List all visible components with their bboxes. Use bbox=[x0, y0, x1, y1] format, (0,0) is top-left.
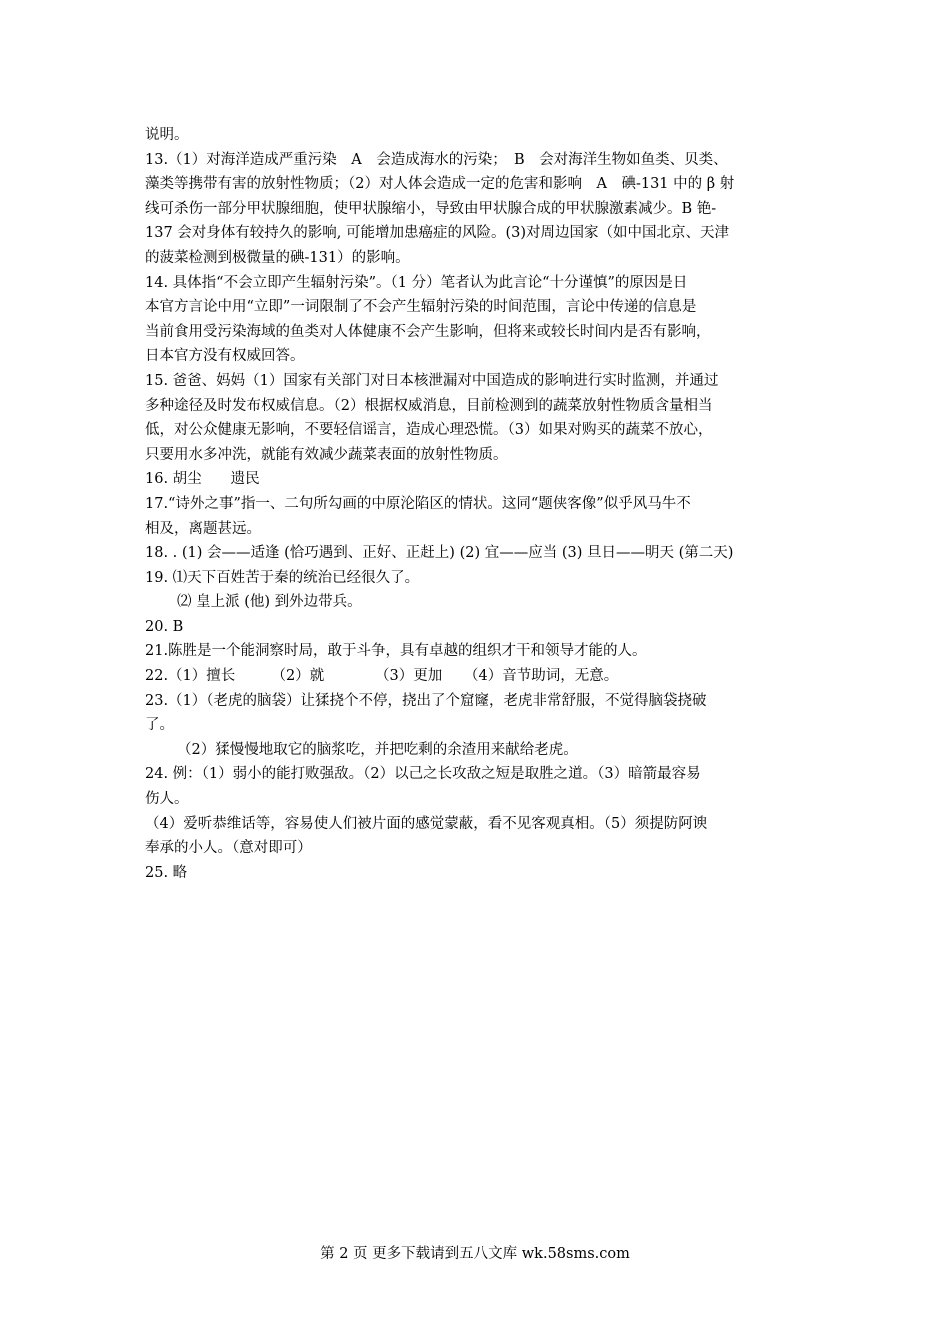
text-line: 低，对公众健康无影响，不要轻信谣言，造成心理恐慌。（3）如果对购买的蔬菜不放心， bbox=[145, 422, 713, 439]
text-line: 多种途径及时发布权威信息。（2）根据权威消息，目前检测到的蔬菜放射性物质含量相当 bbox=[145, 397, 713, 414]
text-line: 24. 例：（1）弱小的能打败强敌。（2）以己之长攻敌之短是取胜之道。（3）暗箭最容易 bbox=[145, 766, 701, 783]
text-line: 17.“诗外之事”指一、二句所勾画的中原沦陷区的情状。这同“题侠客像”似乎风马牛不 bbox=[145, 495, 691, 512]
text-line: 19. ⑴天下百姓苦于秦的统治已经很久了。 bbox=[145, 569, 420, 586]
text-line: 只要用水多冲洗，就能有效减少蔬菜表面的放射性物质。 bbox=[145, 446, 508, 463]
page-footer: 第 2 页 更多下载请到五八文库 wk.58sms.com bbox=[320, 1246, 630, 1262]
text-line: （2）猱慢慢地取它的脑浆吃，并把吃剩的余渣用来献给老虎。 bbox=[177, 741, 578, 758]
text-line: 了。 bbox=[145, 717, 174, 734]
text-line: 藻类等携带有害的放射性物质；（2）对人体会造成一定的危害和影响 A 碘-131 中的 β 射 bbox=[145, 176, 735, 193]
text-line: 13.（1）对海洋造成严重污染 A 会造成海水的污染； B 会对海洋生物如鱼类、贝类、 bbox=[145, 151, 728, 168]
text-line: 15. 爸爸、妈妈（1）国家有关部门对日本核泄漏对中国造成的影响进行实时监测，并通过 bbox=[145, 372, 719, 389]
text-line: 22.（1）擅长 （2）就 （3）更加 （4）音节助词，无意。 bbox=[145, 668, 619, 685]
text-line: 日本官方没有权威回答。 bbox=[145, 348, 305, 365]
text-line: 线可杀伤一部分甲状腺细胞，使甲状腺缩小，导致由甲状腺合成的甲状腺激素减少。B 铯- bbox=[145, 200, 717, 217]
text-line: 伤人。 bbox=[145, 791, 189, 808]
text-line: ⑵ 皇上派 (他) 到外边带兵。 bbox=[177, 594, 362, 611]
text-line: 本官方言论中用“立即”一词限制了不会产生辐射污染的时间范围，言论中传递的信息是 bbox=[145, 299, 697, 316]
text-line: 25. 略 bbox=[145, 864, 188, 881]
text-line: 相及，离题甚远。 bbox=[145, 520, 261, 537]
text-line: 20. B bbox=[145, 618, 184, 635]
text-line: 21.陈胜是一个能洞察时局，敢于斗争，具有卓越的组织才干和领导才能的人。 bbox=[145, 643, 647, 660]
text-line: 当前食用受污染海域的鱼类对人体健康不会产生影响，但将来或较长时间内是否有影响， bbox=[145, 323, 711, 340]
text-line: 14. 具体指“不会立即产生辐射污染”。（1 分）笔者认为此言论“十分谨慎”的原因是日 bbox=[145, 274, 688, 291]
answer-text-body bbox=[145, 123, 815, 885]
text-line: 23.（1）（老虎的脑袋）让猱挠个不停，挠出了个窟窿，老虎非常舒服，不觉得脑袋挠破 bbox=[145, 692, 707, 709]
text-line: 16. 胡尘 遗民 bbox=[145, 471, 260, 488]
text-line: 18. . (1) 会——适逢 (恰巧遇到、正好、正赶上) (2) 宜——应当 (3) 旦日——明天 (第二天) bbox=[145, 545, 734, 562]
text-line: 说明。 bbox=[145, 127, 189, 143]
text-line: （4）爱听恭维话等，容易使人们被片面的感觉蒙蔽，看不见客观真相。（5）须提防阿谀 bbox=[145, 815, 708, 832]
text-line: 的菠菜检测到极微量的碘-131）的影响。 bbox=[145, 249, 410, 266]
text-line: 137 会对身体有较持久的影响, 可能增加患癌症的风险。(3)对周边国家（如中国北京、天津 bbox=[145, 225, 730, 242]
text-line: 奉承的小人。（意对即可） bbox=[145, 840, 312, 857]
